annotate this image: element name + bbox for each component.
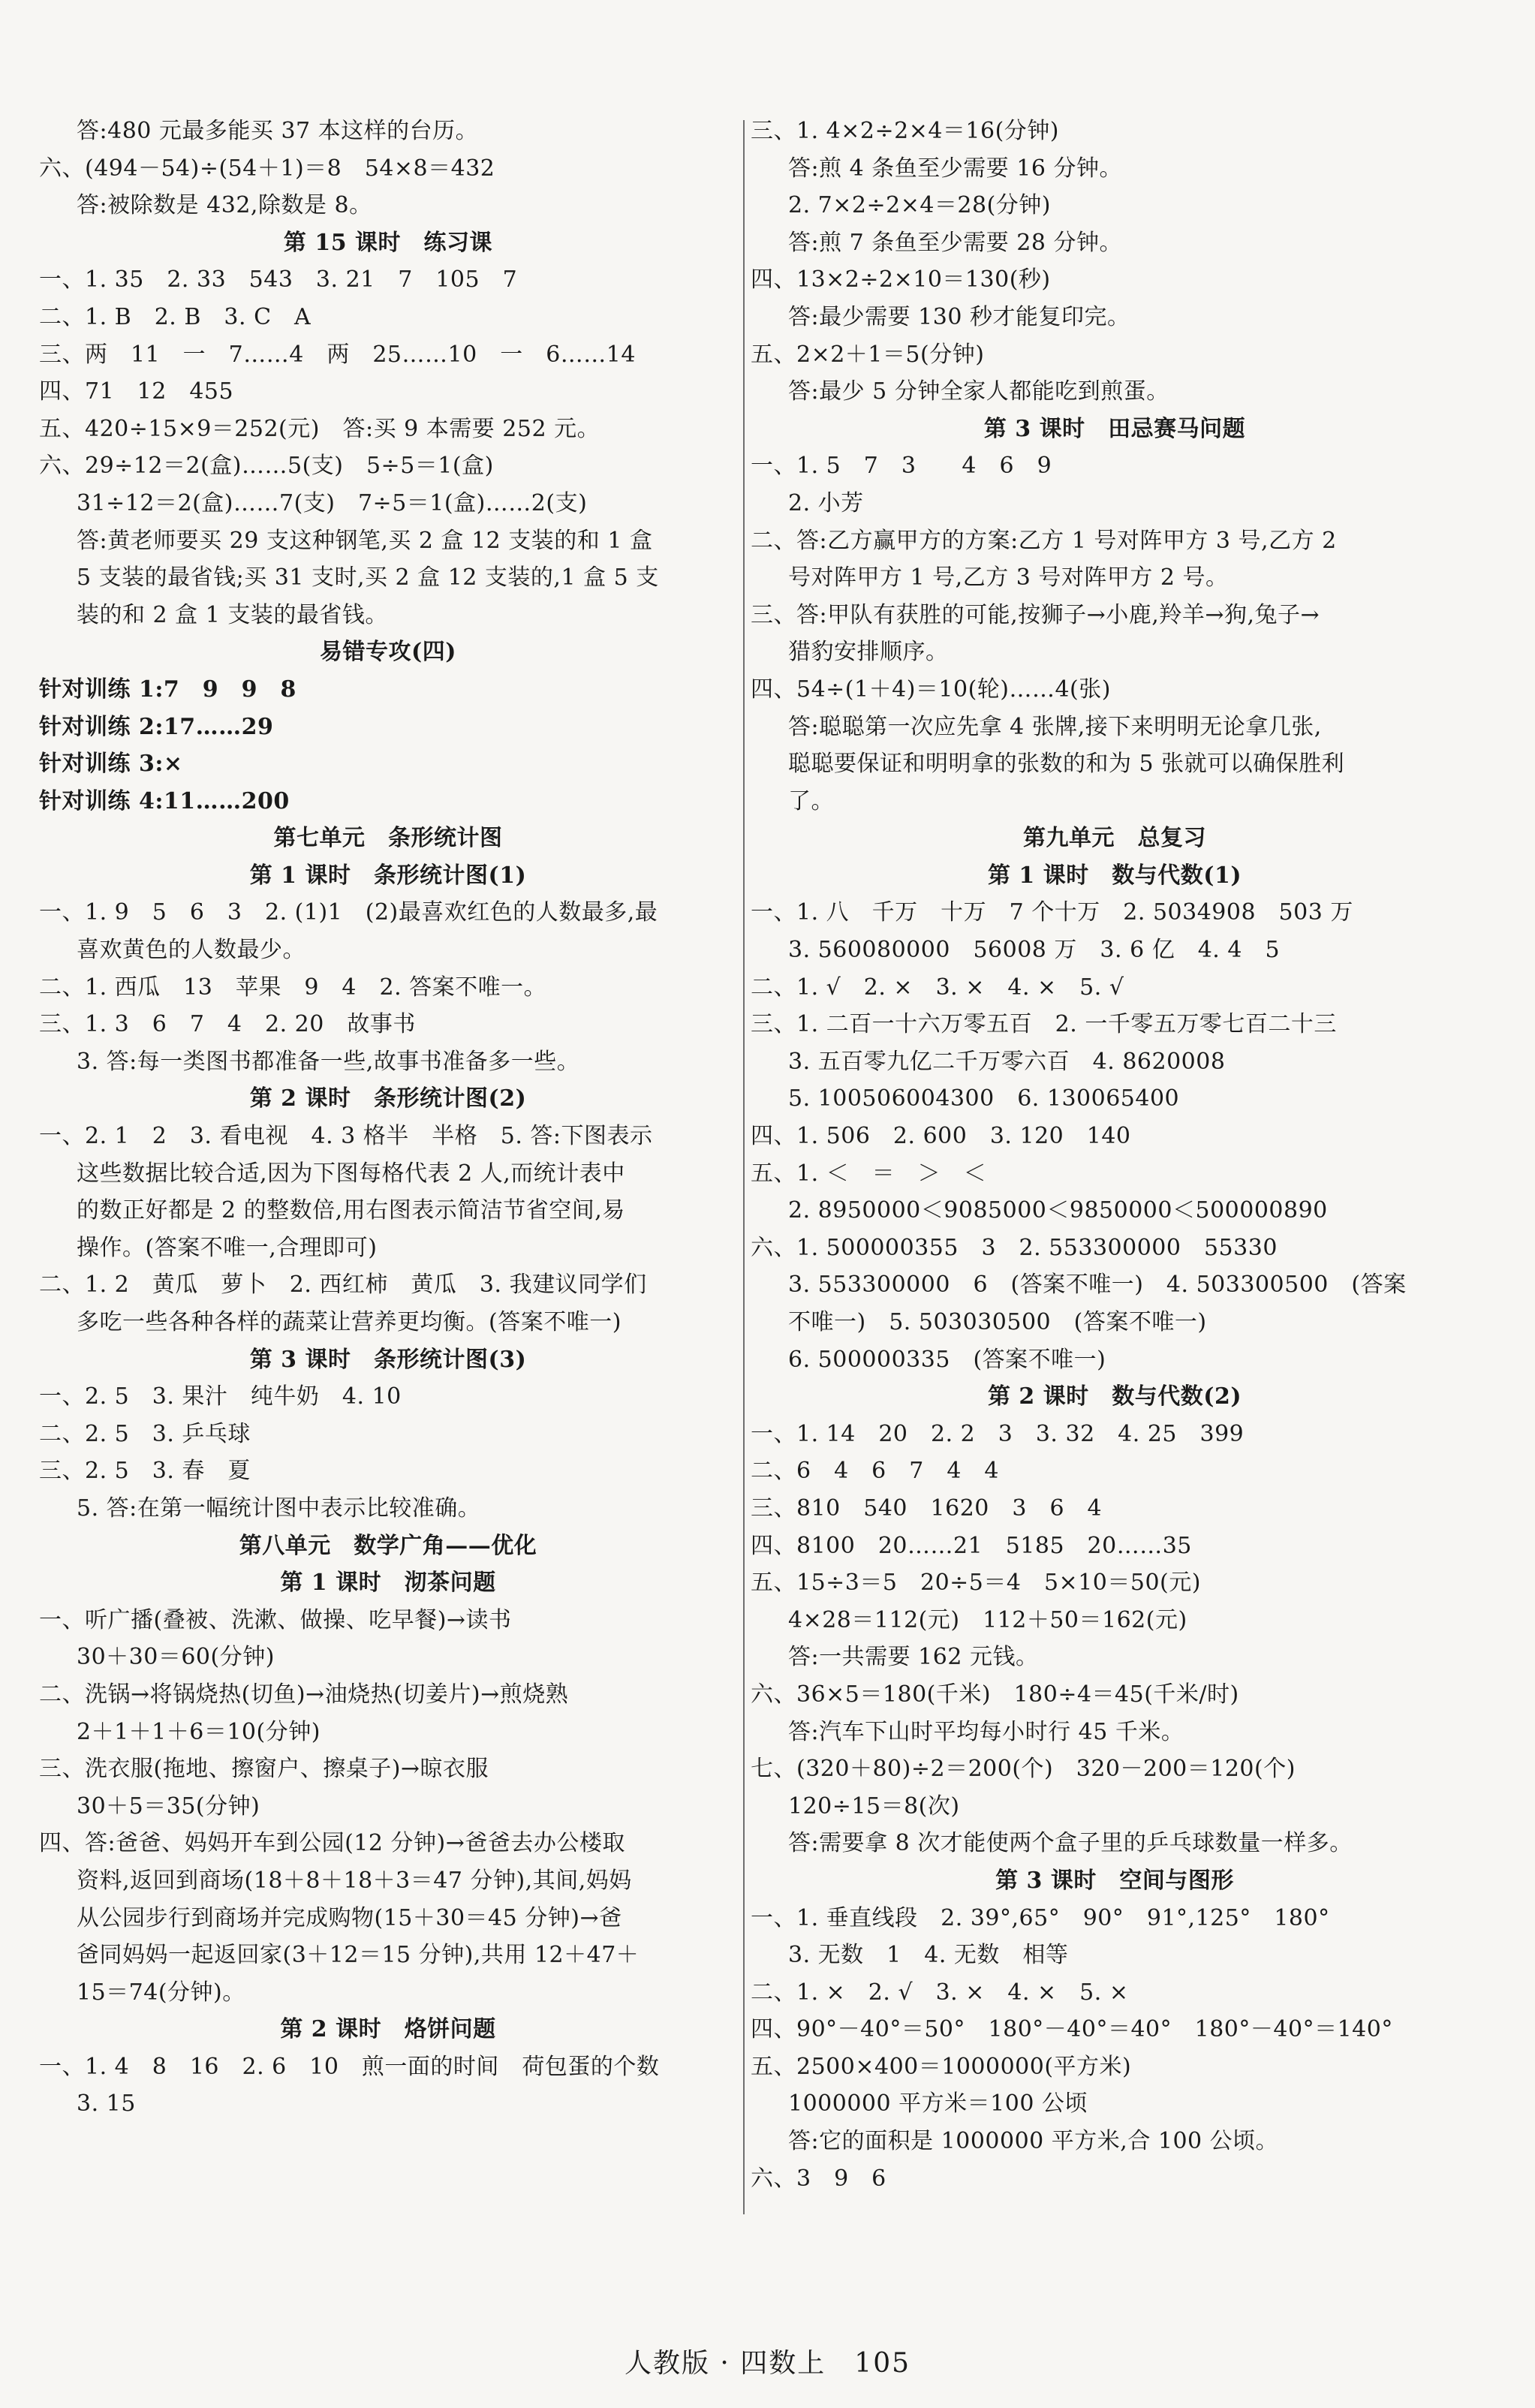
answer-line: 三、洗衣服(拖地、擦窗户、擦桌子)→晾衣服 xyxy=(39,1756,489,1783)
answer-line: 2＋1＋1＋6＝10(分钟) xyxy=(77,1718,321,1745)
answer-line: 四、8100 20……21 5185 20……35 xyxy=(751,1532,1192,1559)
answer-line: 一、1. 5 7 3 4 6 9 xyxy=(751,453,1052,480)
answer-line: 从公园步行到商场并完成购物(15＋30＝45 分钟)→爸 xyxy=(77,1904,622,1931)
answer-line: 一、2. 1 2 3. 看电视 4. 3 格半 半格 5. 答:下图表示 xyxy=(39,1123,653,1150)
answer-line: 答:480 元最多能买 37 本这样的台历。 xyxy=(77,118,479,144)
answer-line: 2. 7×2÷2×4＝28(分钟) xyxy=(788,192,1051,219)
right-column xyxy=(751,113,1479,2197)
answer-line: 5. 100506004300 6. 130065400 xyxy=(788,1085,1180,1112)
section-heading: 第 3 课时 空间与图形 xyxy=(995,1867,1234,1894)
section-heading: 易错专攻(四) xyxy=(320,639,456,666)
answer-line: 操作。(答案不唯一,合理即可) xyxy=(77,1234,378,1261)
left-column xyxy=(39,113,737,2123)
answer-line: 30＋5＝35(分钟) xyxy=(77,1792,260,1820)
answer-line: 号对阵甲方 1 号,乙方 3 号对阵甲方 2 号。 xyxy=(788,564,1229,591)
answer-line: 答:最少需要 130 秒才能复印完。 xyxy=(788,303,1130,330)
section-heading: 第 15 课时 练习课 xyxy=(283,229,493,256)
answer-line: 二、答:乙方赢甲方的方案:乙方 1 号对阵甲方 3 号,乙方 2 xyxy=(751,527,1337,554)
answer-line: 一、1. 35 2. 33 543 3. 21 7 105 7 xyxy=(39,266,518,293)
answer-line: 答:煎 7 条鱼至少需要 28 分钟。 xyxy=(788,229,1123,256)
answer-line: 三、1. 4×2÷2×4＝16(分钟) xyxy=(751,118,1059,144)
answer-line: 五、2500×400＝1000000(平方米) xyxy=(751,2053,1132,2080)
answer-line: 四、13×2÷2×10＝130(秒) xyxy=(751,266,1051,293)
answer-line: 三、810 540 1620 3 6 4 xyxy=(751,1494,1103,1522)
answer-line: 三、1. 二百一十六万零五百 2. 一千零五万零七百二十三 xyxy=(751,1011,1337,1038)
answer-line: 答:聪聪第一次应先拿 4 张牌,接下来明明无论拿几张, xyxy=(788,713,1322,740)
answer-line: 三、两 11 一 7……4 两 25……10 一 6……14 xyxy=(39,341,636,368)
answer-line: 答:汽车下山时平均每小时行 45 千米。 xyxy=(788,1718,1184,1745)
answer-line: 五、2×2＋1＝5(分钟) xyxy=(751,341,985,368)
answer-line: 喜欢黄色的人数最少。 xyxy=(77,937,305,964)
answer-line: 猎豹安排顺序。 xyxy=(788,639,949,666)
answer-line: 120÷15＝8(次) xyxy=(788,1792,960,1820)
answer-line: 这些数据比较合适,因为下图每格代表 2 人,而统计表中 xyxy=(77,1160,625,1187)
answer-line: 五、420÷15×9＝252(元) 答:买 9 本需要 252 元。 xyxy=(39,415,600,442)
answer-line: 了。 xyxy=(788,787,834,814)
answer-line: 四、54÷(1＋4)＝10(轮)……4(张) xyxy=(751,676,1111,703)
answer-line: 六、(494－54)÷(54＋1)＝8 54×8＝432 xyxy=(39,155,495,182)
section-heading: 第七单元 条形统计图 xyxy=(273,825,503,852)
answer-line: 2. 8950000＜9085000＜9850000＜500000890 xyxy=(788,1197,1328,1224)
answer-line: 二、1. 2 黄瓜 萝卜 2. 西红柿 黄瓜 3. 我建议同学们 xyxy=(39,1272,647,1299)
answer-line: 5 支装的最省钱;买 31 支时,买 2 盒 12 支装的,1 盒 5 支 xyxy=(77,564,659,591)
answer-line: 二、1. × 2. √ 3. × 4. × 5. × xyxy=(751,1979,1129,2006)
section-heading: 第 1 课时 条形统计图(1) xyxy=(249,862,527,889)
answer-line: 四、1. 506 2. 600 3. 120 140 xyxy=(751,1123,1131,1150)
answer-line: 3. 无数 1 4. 无数 相等 xyxy=(788,1942,1069,1969)
answer-line: 4×28＝112(元) 112＋50＝162(元) xyxy=(788,1606,1187,1633)
answer-line: 一、2. 5 3. 果汁 纯牛奶 4. 10 xyxy=(39,1383,402,1410)
section-heading: 第 2 课时 烙饼问题 xyxy=(280,2016,496,2043)
answer-line: 5. 答:在第一幅统计图中表示比较准确。 xyxy=(77,1494,481,1522)
answer-line: 二、1. 西瓜 13 苹果 9 4 2. 答案不唯一。 xyxy=(39,974,547,1001)
answer-line: 三、2. 5 3. 春 夏 xyxy=(39,1458,251,1485)
answer-line: 一、1. 4 8 16 2. 6 10 煎一面的时间 荷包蛋的个数 xyxy=(39,2053,660,2080)
section-heading: 第 1 课时 沏茶问题 xyxy=(280,1570,496,1597)
answer-line: 一、1. 垂直线段 2. 39°,65° 90° 91°,125° 180° xyxy=(751,1904,1330,1931)
answer-line: 针对训练 1:7 9 9 8 xyxy=(39,676,296,703)
answer-line: 七、(320＋80)÷2＝200(个) 320－200＝120(个) xyxy=(751,1756,1296,1783)
section-heading: 第 1 课时 数与代数(1) xyxy=(987,862,1242,889)
answer-line: 六、36×5＝180(千米) 180÷4＝45(千米/时) xyxy=(751,1681,1239,1708)
answer-line: 针对训练 3:× xyxy=(39,751,183,778)
answer-line: 31÷12＝2(盒)……7(支) 7÷5＝1(盒)……2(支) xyxy=(77,489,588,516)
answer-line: 二、1. B 2. B 3. C A xyxy=(39,303,312,330)
answer-line: 六、3 9 6 xyxy=(751,2165,886,2192)
answer-line: 一、听广播(叠被、洗漱、做操、吃早餐)→读书 xyxy=(39,1606,512,1633)
answer-line: 答:煎 4 条鱼至少需要 16 分钟。 xyxy=(788,155,1123,182)
page-footer: 人教版 · 四数上 105 xyxy=(624,2348,911,2379)
section-heading: 第 3 课时 条形统计图(3) xyxy=(249,1346,527,1373)
answer-line: 四、答:爸爸、妈妈开车到公园(12 分钟)→爸爸去办公楼取 xyxy=(39,1830,625,1857)
answer-line: 一、1. 14 20 2. 2 3 3. 32 4. 25 399 xyxy=(751,1420,1245,1447)
answer-line: 二、2. 5 3. 乒乓球 xyxy=(39,1420,251,1447)
answer-line: 6. 500000335 (答案不唯一) xyxy=(788,1346,1106,1373)
section-heading: 第 3 课时 田忌赛马问题 xyxy=(983,415,1246,442)
answer-line: 3. 15 xyxy=(77,2090,136,2118)
answer-line: 一、1. 八 千万 十万 7 个十万 2. 5034908 503 万 xyxy=(751,899,1353,926)
answer-line: 一、1. 9 5 6 3 2. (1)1 (2)最喜欢红色的人数最多,最 xyxy=(39,899,658,926)
answer-line: 六、1. 500000355 3 2. 553300000 55330 xyxy=(751,1234,1278,1261)
answer-line: 三、答:甲队有获胜的可能,按狮子→小鹿,羚羊→狗,兔子→ xyxy=(751,601,1320,628)
answer-line: 多吃一些各种各样的蔬菜让营养更均衡。(答案不唯一) xyxy=(77,1309,622,1335)
answer-line: 资料,返回到商场(18＋8＋18＋3＝47 分钟),其间,妈妈 xyxy=(77,1867,632,1894)
section-heading: 第 2 课时 数与代数(2) xyxy=(987,1383,1242,1410)
answer-line: 二、洗锅→将锅烧热(切鱼)→油烧热(切姜片)→煎烧熟 xyxy=(39,1681,569,1708)
answer-line: 答:被除数是 432,除数是 8。 xyxy=(77,192,372,219)
answer-line: 3. 553300000 6 (答案不唯一) 4. 503300500 (答案 xyxy=(788,1272,1407,1299)
answer-line: 2. 小芳 xyxy=(788,489,864,516)
answer-line: 3. 560080000 56008 万 3. 6 亿 4. 4 5 xyxy=(788,937,1281,964)
answer-line: 三、1. 3 6 7 4 2. 20 故事书 xyxy=(39,1011,416,1038)
answer-line: 四、71 12 455 xyxy=(39,378,234,405)
answer-line: 六、29÷12＝2(盒)……5(支) 5÷5＝1(盒) xyxy=(39,453,494,480)
answer-line: 二、1. √ 2. × 3. × 4. × 5. √ xyxy=(751,974,1124,1001)
section-heading: 第 2 课时 条形统计图(2) xyxy=(249,1085,527,1112)
answer-line: 聪聪要保证和明明拿的张数的和为 5 张就可以确保胜利 xyxy=(788,751,1345,778)
answer-line: 答:最少 5 分钟全家人都能吃到煎蛋。 xyxy=(788,378,1169,405)
answer-line: 针对训练 4:11……200 xyxy=(39,787,290,814)
section-heading: 第九单元 总复习 xyxy=(1023,825,1206,852)
answer-line: 15＝74(分钟)。 xyxy=(77,1979,245,2006)
answer-line: 1000000 平方米＝100 公顷 xyxy=(788,2090,1088,2118)
answer-line: 二、6 4 6 7 4 4 xyxy=(751,1458,1000,1485)
section-heading: 第八单元 数学广角——优化 xyxy=(239,1532,537,1559)
answer-line: 答:黄老师要买 29 支这种钢笔,买 2 盒 12 支装的和 1 盒 xyxy=(77,527,653,554)
answer-line: 30＋30＝60(分钟) xyxy=(77,1644,275,1671)
answer-line: 装的和 2 盒 1 支装的最省钱。 xyxy=(77,601,388,628)
answer-line: 不唯一) 5. 503030500 (答案不唯一) xyxy=(788,1309,1207,1335)
answer-line: 3. 答:每一类图书都准备一些,故事书准备多一些。 xyxy=(77,1048,580,1075)
answer-line: 答:需要拿 8 次才能使两个盒子里的乒乓球数量一样多。 xyxy=(788,1830,1353,1857)
answer-line: 五、1. ＜ ＝ ＞ ＜ xyxy=(751,1160,987,1187)
answer-line: 五、15÷3＝5 20÷5＝4 5×10＝50(元) xyxy=(751,1570,1201,1597)
answer-line: 的数正好都是 2 的整数倍,用右图表示简洁节省空间,易 xyxy=(77,1197,625,1224)
answer-line: 四、90°－40°＝50° 180°－40°＝40° 180°－40°＝140° xyxy=(751,2016,1393,2043)
answer-line: 针对训练 2:17……29 xyxy=(39,713,274,740)
answer-line: 答:它的面积是 1000000 平方米,合 100 公顷。 xyxy=(788,2128,1279,2155)
column-divider xyxy=(743,120,745,2214)
answer-line: 答:一共需要 162 元钱。 xyxy=(788,1644,1039,1671)
answer-line: 3. 五百零九亿二千万零六百 4. 8620008 xyxy=(788,1048,1226,1075)
answer-line: 爸同妈妈一起返回家(3＋12＝15 分钟),共用 12＋47＋ xyxy=(77,1942,640,1969)
